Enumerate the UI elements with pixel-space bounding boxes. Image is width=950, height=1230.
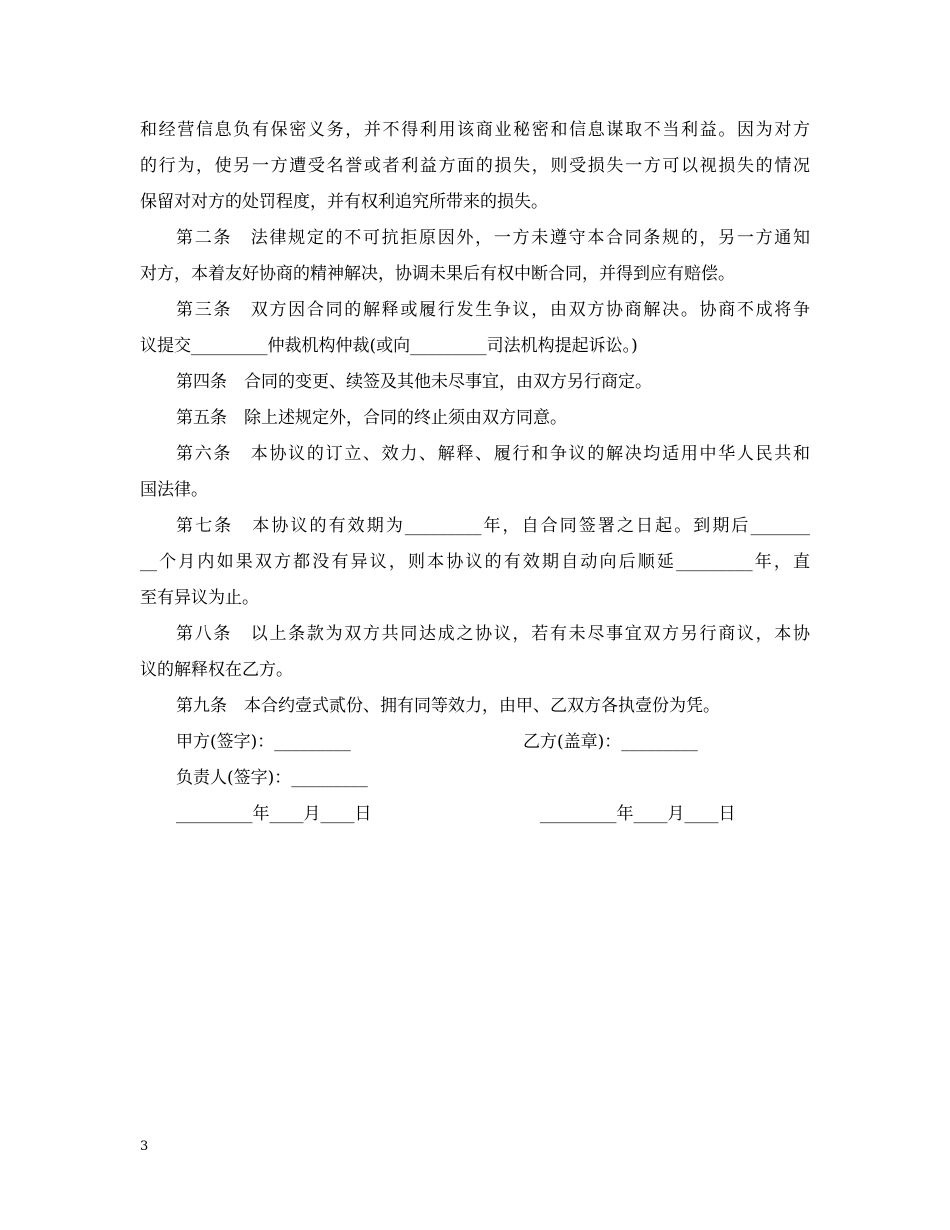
article-7-line: 至有异议为止。	[140, 588, 259, 608]
article-6-line: 国法律。	[140, 480, 208, 500]
article-9-line: 第九条 本合约壹式贰份、拥有同等效力，由甲、乙双方各执壹份为凭。	[176, 696, 720, 716]
party-b-seal: 乙方(盖章)：_________	[523, 732, 698, 752]
paragraph-line: 的行为，使另一方遭受名誉或者利益方面的损失，则受损失一方可以视损失的情况	[140, 156, 810, 176]
responsible-person-signature: 负责人(签字)：_________	[176, 768, 368, 788]
article-3-line: 第三条 双方因合同的解释或履行发生争议，由双方协商解决。协商不成将争	[176, 300, 810, 320]
party-a-date: _________年____月____日	[176, 804, 372, 824]
article-5-line: 第五条 除上述规定外，合同的终止须由双方同意。	[176, 408, 567, 428]
page-number: 3	[140, 1139, 149, 1154]
article-7-line: 第七条 本协议的有效期为_________年，自合同签署之日起。到期后_______	[176, 516, 810, 536]
article-2-line: 对方，本着友好协商的精神解决，协调未果后有权中断合同，并得到应有赔偿。	[140, 264, 735, 284]
article-2-line: 第二条 法律规定的不可抗拒原因外，一方未遵守本合同条规的，另一方通知	[176, 228, 810, 248]
paragraph-line: 和经营信息负有保密义务，并不得利用该商业秘密和信息谋取不当利益。因为对方	[140, 120, 810, 140]
article-4-line: 第四条 合同的变更、续签及其他未尽事宜，由双方另行商定。	[176, 372, 652, 392]
article-7-line: __个月内如果双方都没有异议，则本协议的有效期自动向后顺延_________年，直	[140, 552, 810, 572]
article-8-line: 议的解释权在乙方。	[140, 660, 293, 680]
paragraph-line: 保留对对方的处罚程度，并有权利追究所带来的损失。	[140, 192, 548, 212]
party-b-date: _________年____月____日	[540, 804, 736, 824]
party-a-signature: 甲方(签字)：_________	[176, 732, 351, 752]
article-3-line: 议提交_________仲裁机构仲裁(或向_________司法机构提起诉讼。)	[140, 336, 638, 356]
article-6-line: 第六条 本协议的订立、效力、解释、履行和争议的解决均适用中华人民共和	[176, 444, 810, 464]
article-8-line: 第八条 以上条款为双方共同达成之协议，若有未尽事宜双方另行商议，本协	[176, 624, 810, 644]
